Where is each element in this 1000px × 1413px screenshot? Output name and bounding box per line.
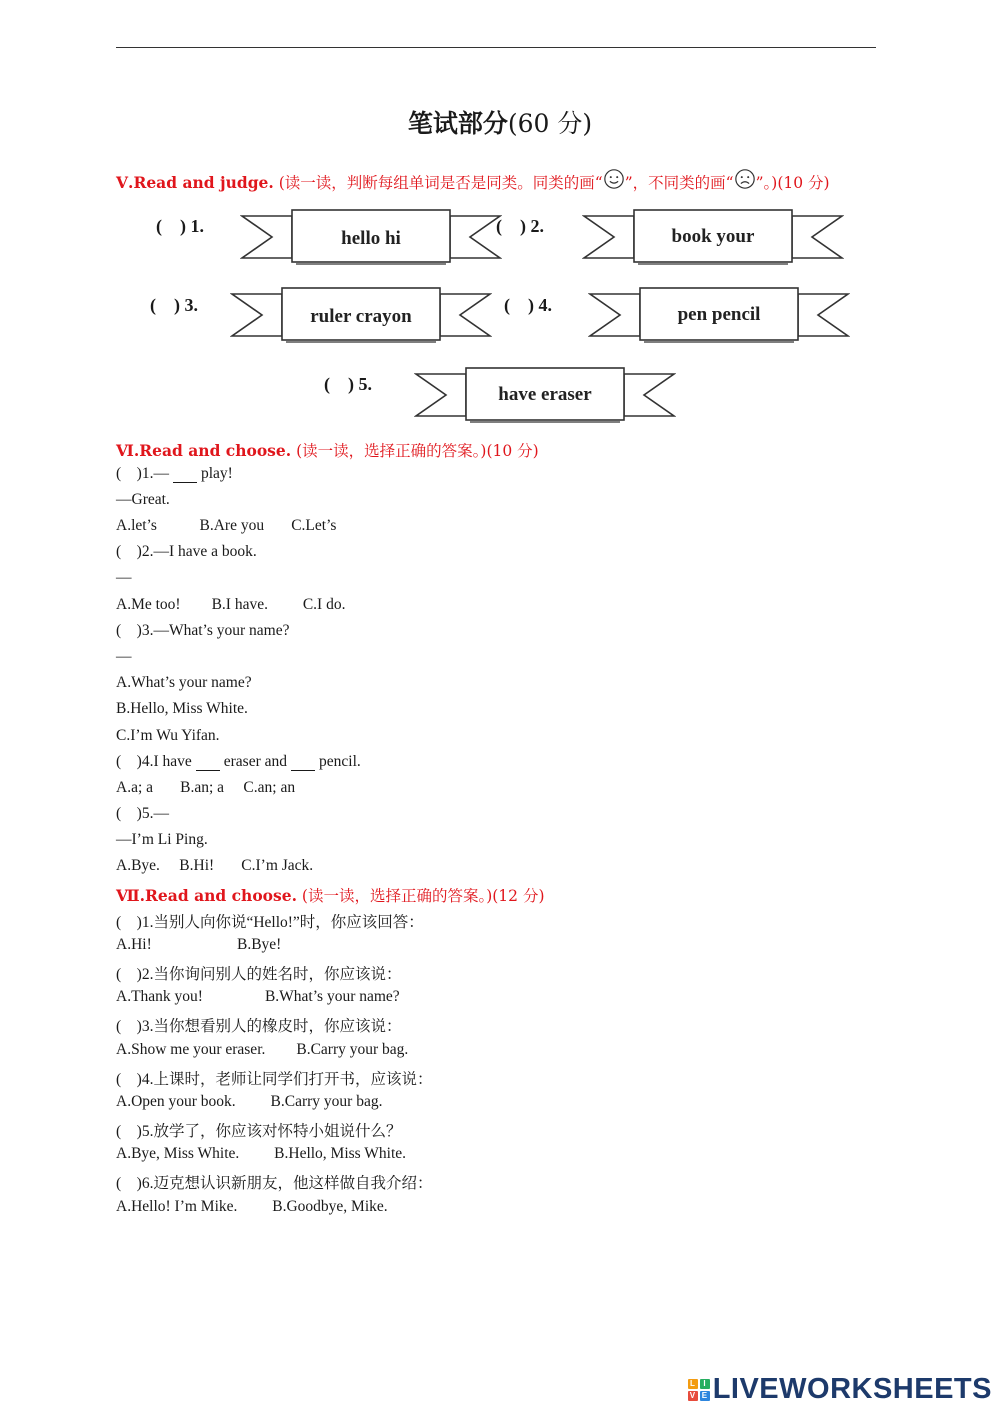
- choose-q1-reply: —Great.: [116, 491, 170, 508]
- sad-face-icon: [734, 168, 756, 190]
- page-title: 笔试部分(60 分): [407, 109, 593, 138]
- choose-q1: ( )1.— play!: [116, 465, 233, 482]
- banner-3-words: ruler crayon: [310, 306, 412, 327]
- situation-q4-options: A.Open your book. B.Carry your bag.: [116, 1093, 383, 1110]
- situation-q2-options: A.Thank you! B.What’s your name?: [116, 988, 400, 1005]
- choose-q5-options: A.Bye. B.Hi! C.I’m Jack.: [116, 857, 314, 874]
- choose-q4-options: A.a; a B.an; a C.an; an: [116, 779, 296, 796]
- word-banner-5: [414, 364, 676, 426]
- judge-item-3-label[interactable]: ( ) 3.: [150, 295, 198, 315]
- choose-q3-option-b: B.Hello, Miss White.: [116, 700, 248, 717]
- situation-q6: ( )6.迈克想认识新朋友，他这样做自我介绍：: [116, 1175, 433, 1192]
- section-7-heading: Ⅶ.Read and choose. (读一读，选择正确的答案。)(12 分): [116, 886, 545, 905]
- word-banner-1: [240, 206, 502, 268]
- situation-q3-options: A.Show me your eraser. B.Carry your bag.: [116, 1041, 409, 1058]
- section-6-heading: Ⅵ.Read and choose. (读一读，选择正确的答案。)(10 分): [116, 441, 539, 460]
- judge-item-4-label[interactable]: ( ) 4.: [504, 295, 552, 315]
- answer-blank[interactable]: [173, 468, 197, 483]
- choose-q3-option-c: C.I’m Wu Yifan.: [116, 727, 220, 744]
- judge-item-2-label[interactable]: ( ) 2.: [496, 216, 544, 236]
- word-banner-3: [230, 284, 492, 346]
- liveworksheets-logo[interactable]: [688, 1373, 992, 1406]
- logo-text: LIVEWORKSHEETS: [712, 1373, 992, 1405]
- liveworksheets-badge-icon: L I V E: [688, 1379, 710, 1401]
- situation-q1-options: A.Hi! B.Bye!: [116, 936, 282, 953]
- situation-q5: ( )5.放学了，你应该对怀特小姐说什么？: [116, 1123, 402, 1140]
- situation-q6-options: A.Hello! I’m Mike. B.Goodbye, Mike.: [116, 1198, 388, 1215]
- banner-1-words: hello hi: [341, 228, 401, 249]
- choose-q4: ( )4.I have eraser and pencil.: [116, 753, 361, 770]
- word-banner-4: [588, 284, 850, 346]
- situation-q3: ( )3.当你想看别人的橡皮时，你应该说：: [116, 1018, 402, 1035]
- choose-q3-reply: —: [116, 648, 132, 665]
- choose-q5: ( )5.—: [116, 805, 169, 822]
- banner-2-words: book your: [671, 226, 755, 247]
- judge-item-1-label[interactable]: ( ) 1.: [156, 216, 204, 236]
- banner-5-words: have eraser: [498, 384, 592, 405]
- choose-q3: ( )3.—What’s your name?: [116, 622, 290, 639]
- choose-q5-reply: —I’m Li Ping.: [116, 831, 208, 848]
- section-5-heading: Ⅴ.Read and judge. (读一读，判断每组单词是否是同类。同类的画“ ”，不同类的画“ ”。)(10 分): [116, 168, 830, 193]
- situation-q2: ( )2.当你询问别人的姓名时，你应该说：: [116, 966, 402, 983]
- choose-q3-option-a: A.What’s your name?: [116, 674, 252, 691]
- choose-q1-options: A.let’s B.Are you C.Let’s: [116, 517, 337, 534]
- choose-q2: ( )2.—I have a book.: [116, 543, 257, 560]
- situation-q4: ( )4.上课时，老师让同学们打开书，应该说：: [116, 1071, 433, 1088]
- answer-blank[interactable]: [196, 756, 220, 771]
- choose-q2-reply: —: [116, 569, 132, 586]
- judge-item-5-label[interactable]: ( ) 5.: [324, 374, 372, 394]
- answer-blank[interactable]: [291, 756, 315, 771]
- word-banner-2: [582, 206, 844, 268]
- banner-4-words: pen pencil: [677, 304, 761, 325]
- situation-q1: ( )1.当别人向你说“Hello!”时，你应该回答：: [116, 914, 424, 931]
- smiley-face-icon: [603, 168, 625, 190]
- situation-q5-options: A.Bye, Miss White. B.Hello, Miss White.: [116, 1145, 407, 1162]
- choose-q2-options: A.Me too! B.I have. C.I do.: [116, 596, 346, 613]
- header-rule: [116, 47, 876, 48]
